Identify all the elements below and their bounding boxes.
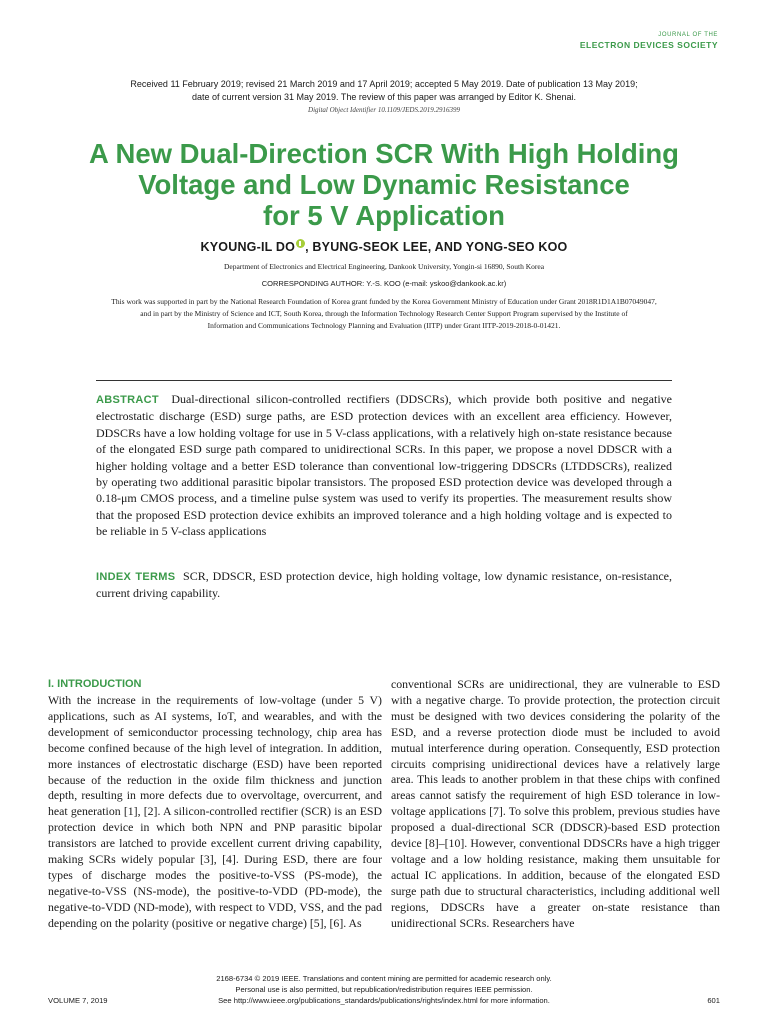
license-notice [150,973,618,1006]
index-terms-label: INDEX TERMS [96,571,176,583]
funding-line2: and in part by the Ministry of Science and ICT, South Korea, through the Information Technology Research Center Support Program supervised by the Institute of [140,309,628,318]
authors [40,240,728,254]
doi[interactable]: Digital Object Identifier 10.1109/JEDS.2019.2916399 [308,106,460,114]
abstract [96,391,672,540]
body-column-left: With the increase in the requirements of low-voltage (under 5 V) applications, such as AI systems, IoT, and wearables, and with the development of semiconductor processing technology, chip area has become confined because of the high level of integration. In addition, more instances of electrostatic discharge (ESD) have been reported because of the reduction in the oxide film thickness and junction depth, resulting in more defects due to overvoltage, overcurrent, and heat generation [1], [2]. A silicon-controlled rectifier (SCR) is an ESD protection device in which both NPN and PNP parasitic bipolar transistors are latched to provide excellent current driving capability, making SCRs widely popular [3], [4]. During ESD, there are four types of discharge modes the positive-to-VSS (PS-mode), the negative-to-VSS (NS-mode), the positive-to-VDD (PD-mode), the negative-to-VDD (ND-mode), with respect to VDD, VSS, and the pad depending on the polarity (positive or negative charge) [5], [6]. As [48,693,382,930]
corresponding-author: CORRESPONDING AUTHOR: Y.-S. KOO (e-mail: yskoo@dankook.ac.kr) [261,279,507,288]
author-first[interactable]: KYOUNG-IL DO [200,240,296,254]
abstract-text: Dual-directional silicon-controlled rectifiers (DDSCRs), which provide both positive and negative electrostatic discharge (ESD) surge paths, are ESD protection devices with an excellent area efficiency. However, DDSCRs have a low holding voltage for use in 5 V-class applications, with a relatively high on-state resistance because of the elongated ESD surge path compared to unidirectional SCRs. In this paper, we propose a novel DDSCR with a higher holding voltage and a better ESD tolerance than conventional low-triggering DDSCRs (LTDDSCRs), realized by operating two additional parasitic bipolar transistors. The proposed ESD protection device was developed through a 0.18-μm CMOS process, and a timeline pulse system was used to verify its properties. The measurement results show that the proposed ESD protection device exhibits an improved tolerance and a high holding voltage and is expected to be reliable in 5 V-class applications [96,392,672,539]
received-line2: date of current version 31 May 2019. The review of this paper was arranged by Editor K. Shenai. [191,92,577,102]
index-terms [96,568,672,602]
license-line1: 2168-6734 © 2019 IEEE. Translations and content mining are permitted for academic research only. [216,974,552,983]
abstract-label: ABSTRACT [96,394,159,406]
volume-label: VOLUME 7, 2019 [48,996,108,1005]
journal-logo [580,30,718,50]
license-line2: Personal use is also permitted, but republication/redistribution requires IEEE permission. [235,985,533,994]
section-heading-introduction: I. INTRODUCTION [48,678,142,690]
funding-line3: Information and Communications Technology Planning and Evaluation (IITP) under Grant IITP-2019-2018-0-01421. [207,321,561,330]
index-terms-text: SCR, DDSCR, ESD protection device, high holding voltage, low dynamic resistance, on-resistance, current driving capability. [96,569,672,601]
body-column-right: conventional SCRs are unidirectional, they are vulnerable to ESD with a negative charge. To provide protection, the protection circuit must be designed with two devices considering the polarity of the ESD, and a reverse protection diode must be included to avoid mutual interference during operation. Consequently, ESD protection circuits comprising unidirectional devices have a relatively large area. This leads to another problem in that these chips with confined areas cannot satisfy the requirement of high ESD tolerance in low-voltage applications [7]. To solve this problem, previous studies have proposed a dual-directional SCR (DDSCR)-based ESD protection device [8]–[10]. However, conventional DDSCRs have a high trigger voltage and a low holding resistance, making them unsuitable for actual IC applications. In addition, because of the elongated ESD surge path due to structural characteristics, including additional well regions, DDSCRs have a greater on-state resistance than unidirectional SCRs. Researchers have [391,677,720,930]
paper-title [40,138,728,231]
funding-line1: This work was supported in part by the National Research Foundation of Korea grant funded by the Korea Government Ministry of Education under Grant 2018R1D1A1B07049047, [111,297,657,306]
funding-note [60,296,708,332]
affiliation: Department of Electronics and Electrical Engineering, Dankook University, Yongin-si 16890, South Korea [223,262,545,271]
title-line2: Voltage and Low Dynamic Resistance [138,169,630,200]
author-rest: , BYUNG-SEOK LEE, AND YONG-SEO KOO [305,240,568,254]
license-line3[interactable]: See http://www.ieee.org/publications_standards/publications/rights/index.html for more information. [218,996,550,1005]
journal-logo-line2: ELECTRON DEVICES SOCIETY [579,40,718,50]
title-line3: for 5 V Application [263,200,505,231]
received-line1: Received 11 February 2019; revised 21 March 2019 and 17 April 2019; accepted 5 May 2019. Date of publication 13 May 2019; [130,79,638,89]
journal-logo-line1: JOURNAL OF THE [658,32,718,38]
page-number: 601 [707,996,720,1005]
title-line1: A New Dual-Direction SCR With High Holding [89,138,679,169]
orcid-icon[interactable] [296,239,305,248]
received-dates [80,78,688,104]
abstract-divider [96,380,672,381]
